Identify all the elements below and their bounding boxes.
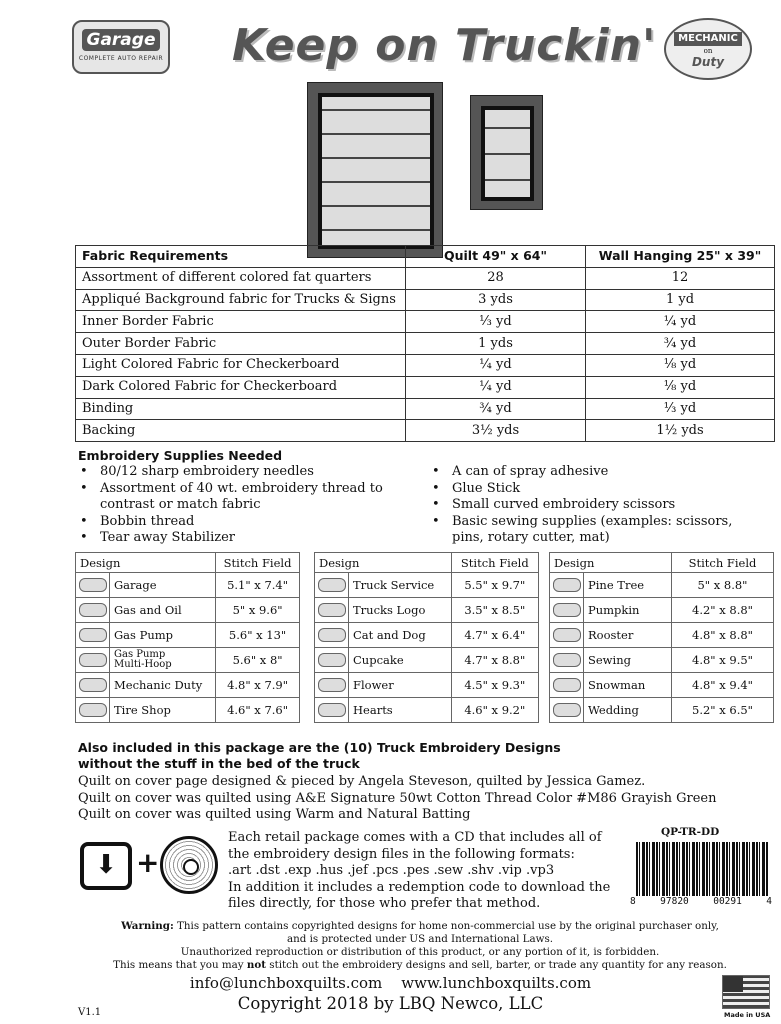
cd-icon [160, 836, 218, 894]
supplies-heading: Embroidery Supplies Needed [78, 448, 283, 463]
table-row: Gas Pump Multi-Hoop 5.6" x 8" [76, 648, 300, 673]
list-item: • Glue Stick [428, 481, 768, 498]
fabric-col-quilt: Quilt 49" x 64" [406, 246, 586, 268]
barcode-number: 8 97820 00291 4 [630, 896, 772, 907]
plus-icon: + [136, 846, 160, 879]
design-table-2: Design Stitch Field Truck Service 5.5" x 9.7" Trucks Logo 3.5" x 8.5" Cat and Dog 4.7" x 6.4" Cupcake 4.7" x 8.8" Flower 4.5" x 9.3" Hearts 4.6" x 9.2" [314, 552, 539, 723]
supplies-list-right [428, 464, 768, 547]
mechanic-logo: MECHANIC on Duty [664, 18, 752, 80]
product-code: QP-TR-DD [661, 826, 720, 838]
also-included-note: Also included in this package are the (10) Truck Embroidery Designs without the stuff in the bed of the truck [78, 740, 561, 771]
table-row: Inner Border Fabric ⅓ yd ¼ yd [76, 311, 775, 333]
design-thumbnail-icon [318, 678, 346, 692]
design-thumbnail-icon [79, 678, 107, 692]
warning-notice: Warning: This pattern contains copyrighted designs for home non-commercial use by the original purchaser only, and is protected under US and International Laws. Unauthorized reproduction or distribution of this product, or any portion of it, is forbidden. This means that you may not stitch out the embroidery designs and sell, barter, or trade any quantity for any reason. [113, 920, 727, 971]
list-item: • Bobbin thread [76, 514, 416, 531]
garage-logo [72, 20, 170, 74]
copyright: Copyright 2018 by LBQ Newco, LLC [237, 994, 544, 1013]
list-item: • 80/12 sharp embroidery needles [76, 464, 416, 481]
table-row: Binding ¾ yd ⅓ yd [76, 398, 775, 420]
quilt-credits: Quilt on cover page designed & pieced by Angela Steveson, quilted by Jessica Gamez. Quilt on cover was quilted using A&E Signature 50wt Cotton Thread Color #M86 Grayish Green Quilt on cover was quilted using Warm and Natural Batting [78, 774, 717, 822]
supplies-list-left [76, 464, 416, 547]
design-thumbnail-icon [79, 703, 107, 717]
table-row: Pumpkin 4.2" x 8.8" [550, 598, 774, 623]
design-thumbnail-icon [553, 653, 581, 667]
list-item: • Basic sewing supplies (examples: scissors, pins, rotary cutter, mat) [428, 514, 768, 547]
table-row: Cupcake 4.7" x 8.8" [315, 648, 539, 673]
quilt-image [307, 82, 443, 258]
design-thumbnail-icon [79, 603, 107, 617]
table-row: Gas Pump 5.6" x 13" [76, 623, 300, 648]
table-row: Snowman 4.8" x 9.4" [550, 673, 774, 698]
table-row: Flower 4.5" x 9.3" [315, 673, 539, 698]
table-row: Sewing 4.8" x 9.5" [550, 648, 774, 673]
design-thumbnail-icon [318, 703, 346, 717]
garage-logo-text: Garage [82, 29, 160, 51]
design-thumbnail-icon [553, 628, 581, 642]
table-row: Dark Colored Fabric for Checkerboard ¼ yd ⅛ yd [76, 376, 775, 398]
list-item: • Tear away Stabilizer [76, 530, 416, 547]
design-thumbnail-icon [553, 678, 581, 692]
cd-description: Each retail package comes with a CD that includes all of the embroidery design files in the following formats: .art .dst .exp .hus .jef .pcs .pes .sew .shv .vip .vp3 In addition it includes a redemption code to download the files directly, for those who prefer that method. [228, 830, 611, 911]
table-row: Mechanic Duty 4.8" x 7.9" [76, 673, 300, 698]
usa-flag-icon [722, 975, 770, 1009]
table-row: Appliqué Background fabric for Trucks & Signs 3 yds 1 yd [76, 289, 775, 311]
wall-hanging-image [470, 95, 543, 210]
design-table-1: Design Stitch Field Garage 5.1" x 7.4" Gas and Oil 5" x 9.6" Gas Pump 5.6" x 13" Gas Pump Multi-Hoop 5.6" x 8" Mechanic Duty 4.8" x 7.9" Tire Shop 4.6" x 7.6" [75, 552, 300, 723]
design-thumbnail-icon [553, 578, 581, 592]
table-row: Pine Tree 5" x 8.8" [550, 573, 774, 598]
list-item: • Assortment of 40 wt. embroidery thread to contrast or match fabric [76, 481, 416, 514]
table-row: Outer Border Fabric 1 yds ¾ yd [76, 333, 775, 355]
design-thumbnail-icon [318, 653, 346, 667]
list-item: • A can of spray adhesive [428, 464, 768, 481]
design-thumbnail-icon [553, 603, 581, 617]
table-row: Cat and Dog 4.7" x 6.4" [315, 623, 539, 648]
design-thumbnail-icon [318, 628, 346, 642]
table-row: Truck Service 5.5" x 9.7" [315, 573, 539, 598]
barcode [636, 842, 768, 896]
contact-links: info@lunchboxquilts.com www.lunchboxquilts.com [189, 974, 592, 992]
garage-logo-subtext: COMPLETE AUTO REPAIR [78, 55, 164, 62]
version-label: V1.1 [78, 1007, 102, 1018]
table-row: Tire Shop 4.6" x 7.6" [76, 698, 300, 723]
fabric-requirements-table [75, 245, 775, 442]
design-thumbnail-icon [318, 603, 346, 617]
table-row: Trucks Logo 3.5" x 8.5" [315, 598, 539, 623]
table-row: Wedding 5.2" x 6.5" [550, 698, 774, 723]
table-row: Hearts 4.6" x 9.2" [315, 698, 539, 723]
table-row: Rooster 4.8" x 8.8" [550, 623, 774, 648]
page-title: Keep on Truckin' [232, 20, 657, 71]
design-thumbnail-icon [318, 578, 346, 592]
table-row: Backing 3½ yds 1½ yds [76, 420, 775, 442]
table-row: Garage 5.1" x 7.4" [76, 573, 300, 598]
fabric-col-wall: Wall Hanging 25" x 39" [586, 246, 775, 268]
design-thumbnail-icon [553, 703, 581, 717]
design-table-3: Design Stitch Field Pine Tree 5" x 8.8" Pumpkin 4.2" x 8.8" Rooster 4.8" x 8.8" Sewing 4.8" x 9.5" Snowman 4.8" x 9.4" Wedding 5.2" x 6.5" [549, 552, 774, 723]
fabric-col-item: Fabric Requirements [76, 246, 406, 268]
table-row: Light Colored Fabric for Checkerboard ¼ yd ⅛ yd [76, 354, 775, 376]
list-item: • Small curved embroidery scissors [428, 497, 768, 514]
table-row: Gas and Oil 5" x 9.6" [76, 598, 300, 623]
design-thumbnail-icon [79, 628, 107, 642]
made-in-usa-label: Made in USA [724, 1011, 771, 1019]
table-header-row [76, 246, 775, 268]
table-row: Assortment of different colored fat quarters 28 12 [76, 267, 775, 289]
download-box-icon: ⬇ [80, 842, 132, 890]
design-thumbnail-icon [79, 578, 107, 592]
design-thumbnail-icon [79, 653, 107, 667]
